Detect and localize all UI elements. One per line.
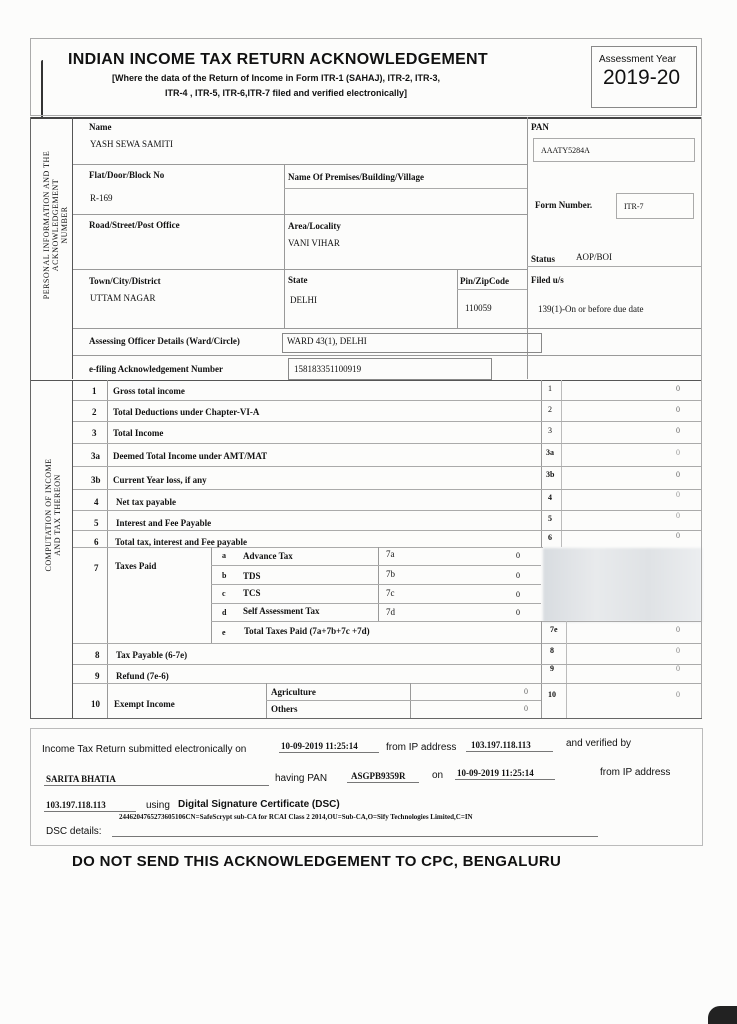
row-line [73, 466, 702, 467]
tax-item-letter: e [222, 628, 226, 637]
tax-item-letter: a [222, 551, 226, 560]
row-value: 0 [676, 664, 680, 673]
row-line [73, 530, 702, 531]
row-value: 0 [676, 646, 680, 655]
personal-side-divider [72, 117, 73, 379]
underline [455, 779, 555, 780]
verifier-pan: ASGPB9359R [351, 771, 406, 781]
row-ref: 2 [548, 405, 552, 414]
row-line [73, 683, 702, 684]
row-ref: 3b [546, 470, 555, 479]
premises-label: Name Of Premises/Building/Village [288, 172, 424, 182]
verified-by-label: and verified by [566, 738, 632, 749]
town-row-line [73, 328, 702, 329]
using-value: Digital Signature Certificate (DSC) [178, 799, 340, 810]
row-line [73, 510, 702, 511]
row-value: 0 [676, 490, 680, 499]
row-label: Total tax, interest and Fee payable [115, 537, 247, 547]
from-ip-label: from IP address [386, 742, 457, 753]
tax-item-label: Advance Tax [243, 551, 293, 561]
row-ref: 10 [548, 690, 556, 699]
pin-label: Pin/ZipCode [460, 276, 510, 286]
assessment-year-label: Assessment Year [599, 54, 677, 65]
ip2-value: 103.197.118.113 [46, 800, 106, 810]
ao-row-line [73, 355, 702, 356]
row-label: Total Income [113, 428, 164, 438]
underline [44, 811, 136, 812]
pan-label: PAN [531, 122, 549, 132]
personal-bottom-line [30, 380, 702, 381]
row-no: 10 [91, 699, 100, 709]
section-top-border [30, 117, 702, 119]
tax-item-label: TDS [243, 571, 261, 581]
row-no: 2 [92, 407, 97, 417]
town-value: UTTAM NAGAR [90, 293, 156, 303]
row-label: Refund (7e-6) [116, 671, 169, 681]
row-value: 0 [676, 384, 680, 393]
ao-label: Assessing Officer Details (Ward/Circle) [89, 336, 240, 346]
taxes-paid-no: 7 [94, 563, 99, 573]
row-value: 0 [676, 405, 680, 414]
row-label: Interest and Fee Payable [116, 518, 212, 528]
row-no: 9 [95, 671, 100, 681]
filed-value: 139(1)-On or before due date [538, 304, 644, 314]
row-line [211, 584, 541, 585]
tax-item-ref: 7d [386, 607, 395, 617]
row-no: 6 [94, 537, 99, 547]
row-label: Tax Payable (6-7e) [116, 650, 188, 660]
row-no: 4 [94, 497, 99, 507]
ref-col-left [541, 380, 542, 547]
others-label: Others [271, 704, 298, 714]
row-ref: 5 [548, 514, 552, 523]
ref-col-lower-right [566, 621, 567, 718]
tax-item-ref: 7c [386, 588, 395, 598]
agriculture-value: 0 [524, 687, 528, 696]
state-value: DELHI [290, 295, 317, 305]
row-line [211, 603, 541, 604]
underline [347, 782, 419, 783]
taxes-paid-label: Taxes Paid [115, 561, 157, 571]
tax-item-value: 0 [516, 571, 520, 580]
row-line [73, 643, 702, 644]
row-no: 1 [92, 386, 97, 396]
area-row-line [73, 269, 528, 270]
row-value: 0 [676, 426, 680, 435]
row-ref: 9 [550, 664, 554, 673]
row-ref: 1 [548, 384, 552, 393]
submitted-text: Income Tax Return submitted electronically on [42, 744, 247, 755]
verified-on-value: 10-09-2019 11:25:14 [457, 768, 534, 778]
underline [44, 785, 269, 786]
outer-right-border [701, 117, 702, 718]
page-subtitle-2: ITR-4 , ITR-5, ITR-6,ITR-7 filed and verified electronically] [165, 88, 408, 98]
warning-text: DO NOT SEND THIS ACKNOWLEDGEMENT TO CPC, BENGALURU [72, 853, 562, 870]
area-label: Area/Locality [288, 221, 341, 231]
pin-row-line [457, 289, 527, 290]
name-label: Name [89, 122, 112, 132]
name-value: YASH SEWA SAMITI [90, 139, 174, 149]
row-no: 8 [95, 650, 100, 660]
tax-item-ref: 7e [550, 625, 558, 634]
page-title: INDIAN INCOME TAX RETURN ACKNOWLEDGEMENT [68, 51, 488, 68]
ack-value: 158183351100919 [294, 364, 362, 374]
row-line [73, 547, 543, 548]
no-col-right [107, 380, 108, 718]
comp-side-divider [72, 380, 73, 718]
road-label: Road/Street/Post Office [89, 220, 180, 230]
row-label: Current Year loss, if any [113, 475, 207, 485]
status-label: Status [531, 254, 556, 264]
pin-divider [457, 269, 458, 328]
tax-item-label: Self Assessment Tax [243, 606, 320, 616]
redacted-area [543, 548, 702, 622]
row-value: 0 [676, 470, 680, 479]
row-ref: 6 [548, 533, 552, 542]
comp-bottom-line [30, 718, 702, 719]
row-ref: 3 [548, 426, 552, 435]
row-line [211, 565, 541, 566]
status-row-line [527, 266, 702, 267]
premises-row-line [284, 188, 527, 189]
corner-mark [708, 1006, 737, 1024]
town-label: Town/City/District [89, 276, 161, 286]
ip1-value: 103.197.118.113 [471, 740, 531, 750]
pin-value: 110059 [465, 303, 492, 313]
tax-item-label: TCS [243, 588, 261, 598]
row-no: 3 [92, 428, 97, 438]
using-label: using [146, 800, 170, 811]
ack-label: e-filing Acknowledgement Number [89, 364, 223, 374]
row-label: Net tax payable [116, 497, 176, 507]
row-line [73, 421, 702, 422]
dsc-value: 2446204765273605106CN=SafeScrypt sub-CA for RCAI Class 2 2014,OU=Sub-CA,O=Sify Technologies Limited,C=IN [119, 813, 473, 821]
row-line [73, 400, 702, 401]
row-line [73, 489, 702, 490]
tax-item-value: 0 [516, 551, 520, 560]
taxes-sub-divider [211, 547, 212, 643]
row-label: Total Deductions under Chapter-VI-A [113, 407, 260, 417]
pan-value: AAATY5284A [541, 146, 590, 155]
row-line [266, 700, 541, 701]
tax-item-label: Total Taxes Paid (7a+7b+7c +7d) [244, 626, 370, 636]
tax-item-letter: b [222, 571, 227, 580]
area-value: VANI VIHAR [288, 238, 340, 248]
tax-item-letter: d [222, 608, 227, 617]
page-subtitle-1: [Where the data of the Return of Income in Form ITR-1 (SAHAJ), ITR-2, ITR-3, [112, 73, 441, 83]
agriculture-label: Agriculture [271, 687, 316, 697]
verifier-name: SARITA BHATIA [46, 774, 116, 784]
tax-item-letter: c [222, 589, 226, 598]
row-ref: 3a [546, 448, 554, 457]
flat-value: R-169 [90, 193, 113, 203]
flat-label: Flat/Door/Block No [89, 170, 165, 180]
row-no: 5 [94, 518, 99, 528]
row-value: 0 [676, 690, 680, 699]
underline [279, 752, 379, 753]
personal-section-label: PERSONAL INFORMATION AND THE ACKNOWLEDGEMENT NUMBER [42, 150, 69, 300]
underline [112, 836, 598, 837]
row-line [73, 443, 702, 444]
filed-label: Filed u/s [531, 275, 564, 285]
row-value: 0 [676, 531, 680, 540]
row-value: 0 [676, 448, 680, 457]
row-label: Exempt Income [114, 699, 175, 709]
ao-value: WARD 43(1), DELHI [287, 336, 367, 346]
outer-left-border [30, 117, 31, 718]
form-number-value: ITR-7 [624, 202, 644, 211]
row-no: 3b [91, 475, 101, 485]
tax-item-value: 0 [516, 608, 520, 617]
having-pan-label: having PAN [275, 773, 328, 784]
state-label: State [288, 275, 308, 285]
row-line [73, 664, 702, 665]
tax-item-ref: 7b [386, 569, 395, 579]
row-line [211, 621, 702, 622]
submitted-on-value: 10-09-2019 11:25:14 [281, 741, 358, 751]
row-label: Deemed Total Income under AMT/MAT [113, 451, 268, 461]
flat-row-line [73, 214, 528, 215]
row-value: 0 [676, 511, 680, 520]
tax-item-ref: 7a [386, 549, 395, 559]
row-no: 3a [91, 451, 100, 461]
assessment-year-value: 2019-20 [603, 66, 681, 89]
others-value: 0 [524, 704, 528, 713]
comp-section-label: COMPUTATION OF INCOME AND TAX THEREON [44, 458, 62, 572]
on-label: on [432, 770, 444, 781]
underline [466, 751, 553, 752]
row-ref: 8 [550, 646, 554, 655]
tax-item-value: 0 [516, 590, 520, 599]
dsc-label: DSC details: [46, 826, 102, 837]
row-label: Gross total income [113, 386, 185, 396]
ref-col-right [561, 380, 562, 547]
from-ip-label-2: from IP address [600, 767, 671, 778]
name-row-line [73, 164, 528, 165]
row-ref: 4 [548, 493, 552, 502]
form-number-label: Form Number. [535, 200, 593, 210]
status-value: AOP/BOI [576, 252, 613, 262]
tax-item-value: 0 [676, 625, 680, 634]
ref-col-lower-left [541, 621, 542, 718]
